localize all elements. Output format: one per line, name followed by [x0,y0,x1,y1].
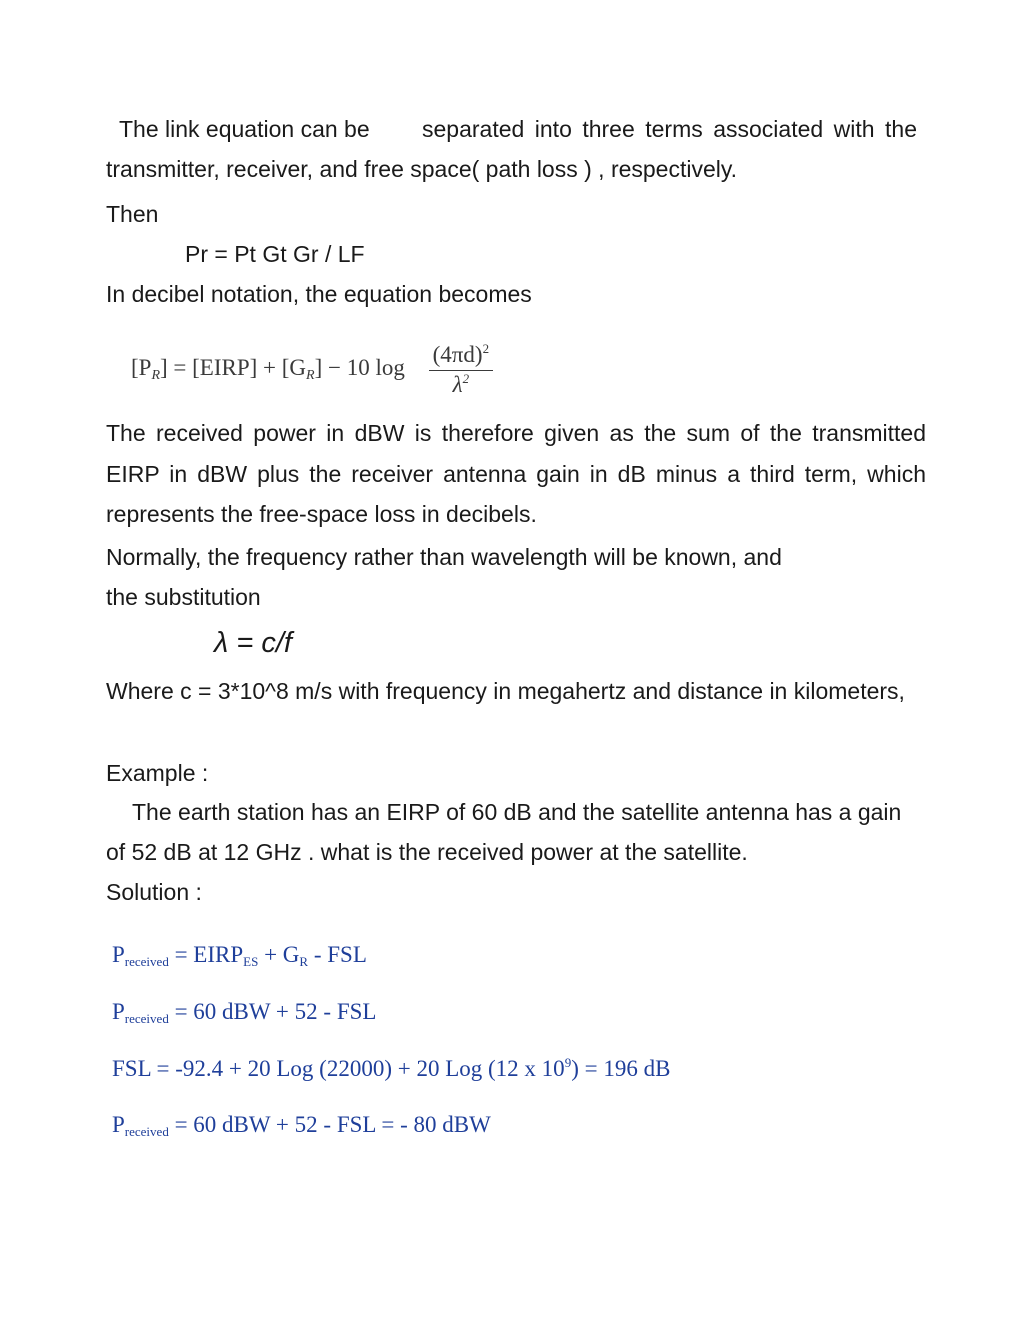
eq-lhs-sub: R [151,368,161,383]
substitution-line: the substitution [106,584,261,610]
denominator-exponent: 2 [462,371,470,386]
fraction-numerator: (4πd) [432,342,483,367]
solution-eq-4: $P_{received} = 60$ dBW + 52 - FSL = - 80 dBW [112,1112,491,1139]
where-line: Where c = 3*10^8 m/s with frequency in megahertz and distance in kilometers, [106,678,905,704]
example-line1: The earth station has an EIRP of 60 dB and the satellite antenna has a gain [132,799,902,825]
numerator-exponent: 2 [482,341,490,356]
solution-eq-1: $P_{received}$ = $EIRP_{ES} + G_R$ - FSL [112,942,367,969]
then-label: Then [106,201,159,227]
decibel-equation [131,341,493,398]
solution-eq-3: FSL = -92.4 + 20 Log (22000) + 20 Log (12 x $10^9) = 196$ dB [112,1055,671,1081]
link-formula: Pr = Pt Gt Gr / LF [185,241,365,267]
example-line2: of 52 dB at 12 GHz . what is the received power at the satellite. [106,839,748,865]
eq-gr-sub: R [306,368,315,383]
intro-line2: transmitter, receiver, and free space( path loss ) , respectively. [106,156,738,182]
eq-eirp: ] = [EIRP] + [G [160,355,307,380]
explanation-paragraph: The received power in dBW is therefore given as the sum of the transmitted EIRP in dBW plus the receiver antenna gain in dB minus a third term, which represents the free-space loss in decibels. [106,420,926,527]
normally-line: Normally, the frequency rather than wavelength will be known, and [106,544,782,570]
lambda-formula: λ = c/f [214,627,292,659]
example-heading: Example : [106,760,209,786]
fraction-denominator: λ [452,372,463,397]
intro-line1-part-b: separated into three terms associated with the [422,116,917,142]
solution-eq-2: $P_{received} = 60$ dBW + 52 - FSL [112,999,377,1026]
eq-lhs: [P [131,355,152,380]
eq-minus-log: ] − 10 log [314,355,405,380]
decibel-intro: In decibel notation, the equation becomes [106,281,532,307]
solution-heading: Solution : [106,879,202,905]
path-loss-fraction [429,341,493,398]
intro-line1-part-a: The link equation can be [119,116,370,142]
